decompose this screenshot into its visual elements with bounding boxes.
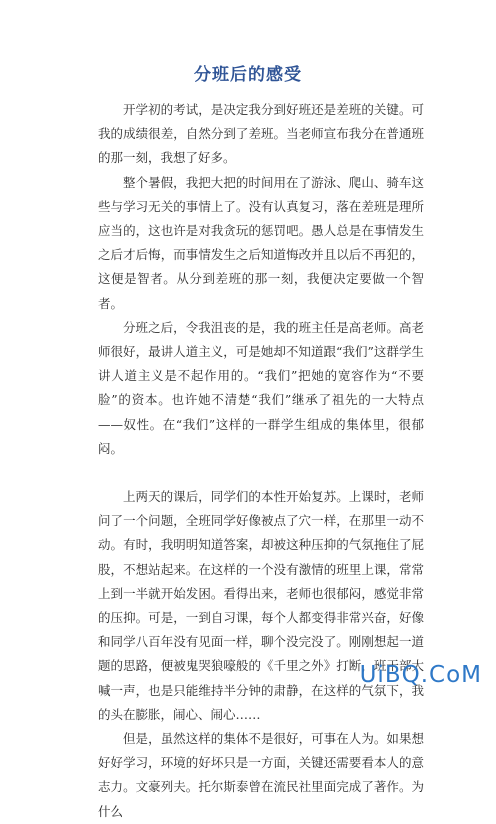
document-body	[98, 98, 424, 824]
paragraph-3: 分班之后，令我沮丧的是，我的班主任是高老师。高老师很好，最讲人道主义，可是她却不知道跟“我们”这群学生讲人道主义是不起作用的。“我们”把她的宽容作为“不要脸”的资本。也许她不清楚“我们”继承了祖先的一大特点——奴性。在“我们”这样的一群学生组成的集体里，很郁闷。	[98, 319, 424, 456]
site-watermark: UiBQ.CoM	[359, 662, 482, 688]
paragraph-1: 开学初的考试，是决定我分到好班还是差班的关键。可我的成绩很差，自然分到了差班。当老师宣布我分在普通班的那一刻，我想了好多。	[98, 102, 424, 166]
paragraph-gap	[98, 461, 424, 485]
paragraph-5: 但是，虽然这样的集体不是很好，可事在人为。如果想好好学习，环境的好坏只是一方面，关键还需要看本人的意志力。文豪列夫。托尔斯泰曾在流民社里面完成了著作。为什么	[98, 731, 424, 819]
paragraph-4: 上两天的课后，同学们的本性开始复苏。上课时，老师问了一个问题，全班同学好像被点了穴一样，在那里一动不动。有时，我明明知道答案，却被这种压抑的气氛拖住了屁股，不想站起来。在这样的一个没有激情的班里上课，常常上到一半就开始发困。看得出来，老师也很郁闷，感觉非常的压抑。可是，一到自习课，每个人都变得非常兴奋，好像和同学八百年没有见面一样，聊个没完没了。刚刚想起一道题的思路，便被鬼哭狼嚎般的《千里之外》打断，班干部大喊一声，也是只能维持半分钟的肃静，在这样的气氛下，我的头在膨胀，闹心、闹心……	[98, 489, 424, 722]
paragraph-2: 整个暑假，我把大把的时间用在了游泳、爬山、骑车这些与学习无关的事情上了。没有认真复习，落在差班是理所应当的，这也许是对我贪玩的惩罚吧。愚人总是在事情发生之后才后悔，而事情发生之后知道悔改并且以后不再犯的，这便是智者。从分到差班的那一刻，我便决定要做一个智者。	[98, 174, 424, 311]
document-title: 分班后的感受	[194, 65, 302, 85]
